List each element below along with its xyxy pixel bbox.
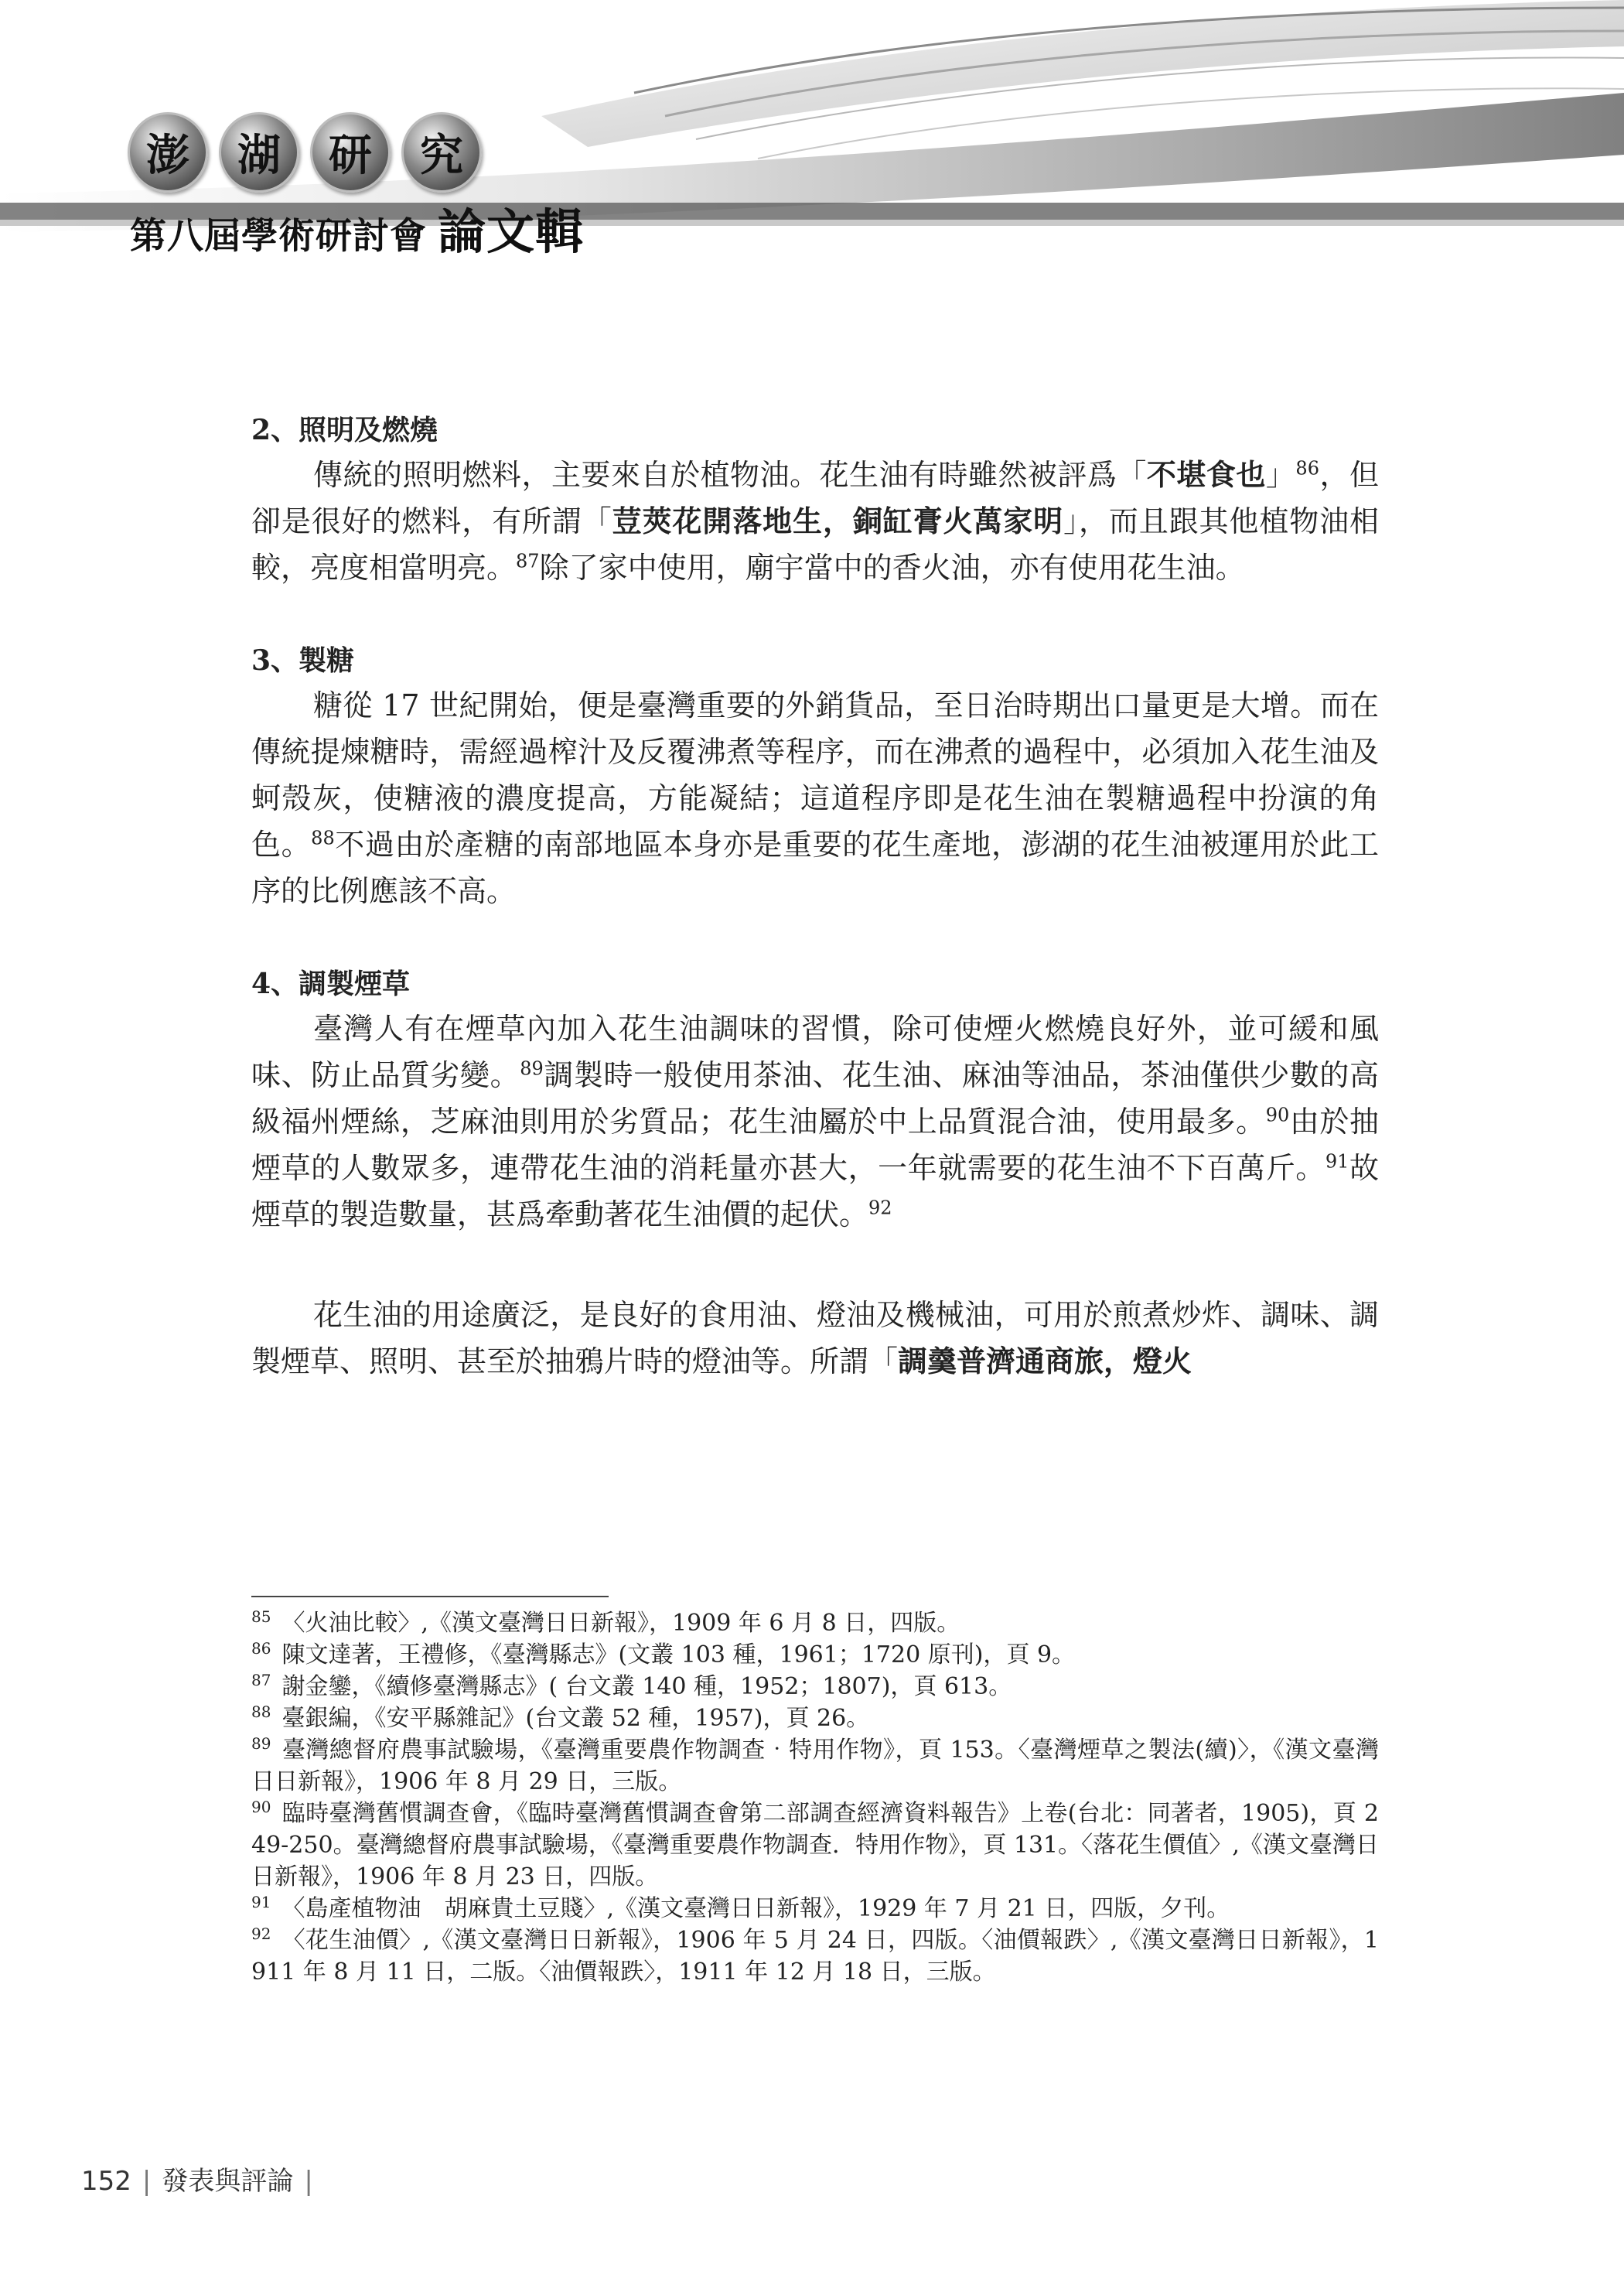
footnote-ref[interactable]: 86 <box>1295 457 1319 480</box>
logo-char-1: 澎 <box>128 112 208 193</box>
footnote <box>251 1639 1379 1671</box>
quoted-phrase: 荳莢花開落地生，銅缸膏火萬家明 <box>612 504 1064 538</box>
text-run: 除了家中使用，廟宇當中的香火油，亦有使用花生油。 <box>539 551 1245 585</box>
text-run: 傳統的照明燃料，主要來自於植物油。花生油有時雖然被評爲「 <box>313 458 1147 492</box>
footnote-text: 〈花生油價〉,《漢文臺灣日日新報》，1906 年 5 月 24 日，四版。〈油價報跌〉,《漢文臺灣日日新報》，1911 年 8 月 11 日，二版。〈油價報跌〉，1911 年 12 月 18 日，三版。 <box>251 1927 1379 1986</box>
logo-char-3: 研 <box>310 112 391 193</box>
conference-subtitle <box>130 193 584 262</box>
footnote-ref[interactable]: 87 <box>516 550 540 572</box>
text-run: 調製時一般使用茶油、花生油、麻油等油品，茶油僅供少數的高級福州煙絲，芝麻油則用於劣質品；花生油屬於中上品質混合油，使用最多。 <box>251 1058 1379 1139</box>
quoted-phrase: 調羹普濟通商旅，燈火 <box>898 1344 1192 1378</box>
paragraph-tobacco <box>251 1006 1379 1238</box>
logo-title <box>128 112 482 193</box>
page-number: 152 <box>81 2166 131 2197</box>
logo-char-4: 究 <box>401 112 482 193</box>
footnote-ref[interactable]: 90 <box>1265 1104 1290 1126</box>
text-run: 糖從 17 世紀開始，便是臺灣重要的外銷貨品，至日治時期出口量更是大增。而在傳統提煉糖時，需經過榨汁及反覆沸煮等程序，而在沸煮的過程中，必須加入花生油及蚵殼灰，使糖液的濃度提高，方能凝結；這道程序即是花生油在製糖過程中扮演的角色。 <box>251 688 1379 862</box>
footnote-text: 臺銀編，《安平縣雜記》(台文叢 52 種，1957)，頁 26。 <box>281 1705 870 1732</box>
text-run: ，但卻是很好的燃料，有所謂「 <box>251 458 1379 538</box>
footnote-text: 陳文達著，王禮修，《臺灣縣志》(文叢 103 種，1961；1720 原刊)，頁 9。 <box>281 1641 1076 1668</box>
header-banner <box>0 0 1624 260</box>
page-folio <box>81 2160 324 2198</box>
footnote-number: 86 <box>251 1639 271 1658</box>
footnote <box>251 1671 1379 1703</box>
paragraph-lighting <box>251 452 1379 591</box>
text-run: 」，而且跟其他植物油相較，亮度相當明亮。 <box>251 504 1379 585</box>
quoted-phrase: 不堪食也 <box>1146 457 1266 492</box>
footnote <box>251 1734 1379 1798</box>
footnote-text: 〈火油比較〉,《漢文臺灣日日新報》，1909 年 6 月 8 日，四版。 <box>281 1610 960 1637</box>
footnote-text: 謝金鑾，《續修臺灣縣志》( 台文叢 140 種，1952；1807)，頁 613。 <box>281 1673 1012 1700</box>
footnote-number: 89 <box>251 1734 271 1753</box>
footnote-ref[interactable]: 89 <box>520 1057 544 1080</box>
text-run: 故煙草的製造數量，甚爲牽動著花生油價的起伏。 <box>251 1151 1379 1231</box>
footnotes <box>251 1607 1379 1988</box>
paragraph-sugar <box>251 682 1379 914</box>
footnote-number: 92 <box>251 1925 271 1943</box>
footnote-number: 85 <box>251 1607 271 1626</box>
section-heading-lighting: 2、照明及燃燒 <box>251 414 438 446</box>
footnote <box>251 1798 1379 1893</box>
footnote-ref[interactable]: 88 <box>311 827 335 849</box>
footnote-number: 90 <box>251 1798 271 1816</box>
footnote-text: 臺灣總督府農事試驗場，《臺灣重要農作物調查‧特用作物》，頁 153。〈臺灣煙草之製法(續)〉，《漢文臺灣日日新報》，1906 年 8 月 29 日，三版。 <box>251 1737 1379 1795</box>
folio-separator: | <box>304 2166 313 2197</box>
folio-separator: | <box>142 2166 152 2197</box>
footnote <box>251 1607 1379 1639</box>
subtitle-text: 第八屆學術研討會 <box>130 215 427 258</box>
footnote <box>251 1893 1379 1925</box>
section-heading-tobacco: 4、調製煙草 <box>251 968 411 1000</box>
paragraph-closing <box>251 1292 1379 1385</box>
text-run: 由於抽煙草的人數眾多，連帶花生油的消耗量亦甚大，一年就需要的花生油不下百萬斤。 <box>251 1105 1379 1185</box>
footnote-number: 88 <box>251 1703 271 1721</box>
text-run: 」 <box>1265 458 1296 492</box>
footnote-text: 〈島產植物油 胡麻貴土豆賤〉,《漢文臺灣日日新報》，1929 年 7 月 21 日，四版，夕刊。 <box>281 1895 1230 1922</box>
footnote <box>251 1925 1379 1988</box>
text-run: 花生油的用途廣泛，是良好的食用油、燈油及機械油，可用於煎煮炒炸、調味、調製煙草、照明、甚至於抽鴉片時的燈油等。所謂「 <box>251 1298 1379 1378</box>
subtitle-emphasis: 論文輯 <box>438 203 585 260</box>
footnote-ref[interactable]: 92 <box>868 1197 892 1219</box>
footnote-number: 91 <box>251 1893 271 1911</box>
main-content <box>251 408 1379 1385</box>
footnote <box>251 1703 1379 1734</box>
footnote-text: 臨時臺灣舊慣調查會，《臨時臺灣舊慣調查會第二部調查經濟資料報告》上卷(台北：同著者，1905)，頁 249-250。臺灣總督府農事試驗場，《臺灣重要農作物調查．特用作物》，頁 131。〈落花生價值〉,《漢文臺灣日日新報》，1906 年 8 月 23 日，四版。 <box>251 1800 1379 1890</box>
text-run: 臺灣人有在煙草內加入花生油調味的習慣，除可使煙火燃燒良好外，並可緩和風味、防止品質劣變。 <box>251 1012 1379 1092</box>
footnote-ref[interactable]: 91 <box>1325 1150 1349 1173</box>
section-heading-sugar: 3、製糖 <box>251 644 355 677</box>
logo-char-2: 湖 <box>219 112 299 193</box>
folio-label: 發表與評論 <box>162 2166 294 2197</box>
footnote-divider <box>251 1596 609 1597</box>
text-run: 不過由於產糖的南部地區本身亦是重要的花生產地，澎湖的花生油被運用於此工序的比例應該不高。 <box>251 828 1379 908</box>
footnote-number: 87 <box>251 1671 271 1689</box>
